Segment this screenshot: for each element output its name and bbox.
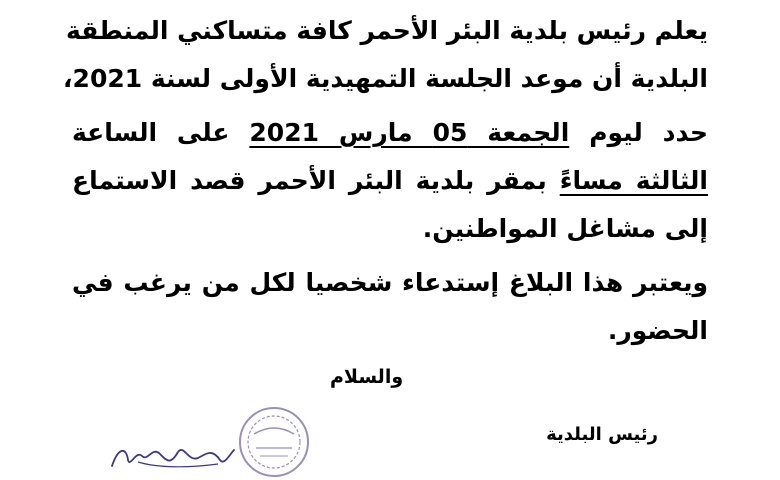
closing-salutation: والسلام [330,366,404,388]
notice-line-7: الحضور. [607,316,708,345]
meeting-time: الثالثة مساءً [559,166,708,195]
meeting-date: الجمعة 05 مارس 2021 [249,118,570,147]
handwritten-signature [108,440,238,470]
line-4-after: بمقر بلدية البئر الأحمر قصد الاستماع [72,166,547,195]
line-3-before: حدد ليوم [589,118,708,147]
notice-line-3 [72,120,708,145]
notice-line-2: البلدية أن موعد الجلسة التمهيدية الأولى لسنة 2021، [63,64,708,93]
line-3-after: على الساعة [72,118,230,147]
notice-line-5: إلى مشاغل المواطنين. [422,214,708,243]
official-stamp [236,404,312,480]
notice-line-1: يعلم رئيس بلدية البئر الأحمر كافة متساكني المنطقة [65,16,708,45]
notice-line-6: ويعتبر هذا البلاغ إستدعاء شخصيا لكل من يرغب في [72,268,708,297]
signatory-title: رئيس البلدية [546,424,658,445]
notice-line-4 [72,168,708,193]
